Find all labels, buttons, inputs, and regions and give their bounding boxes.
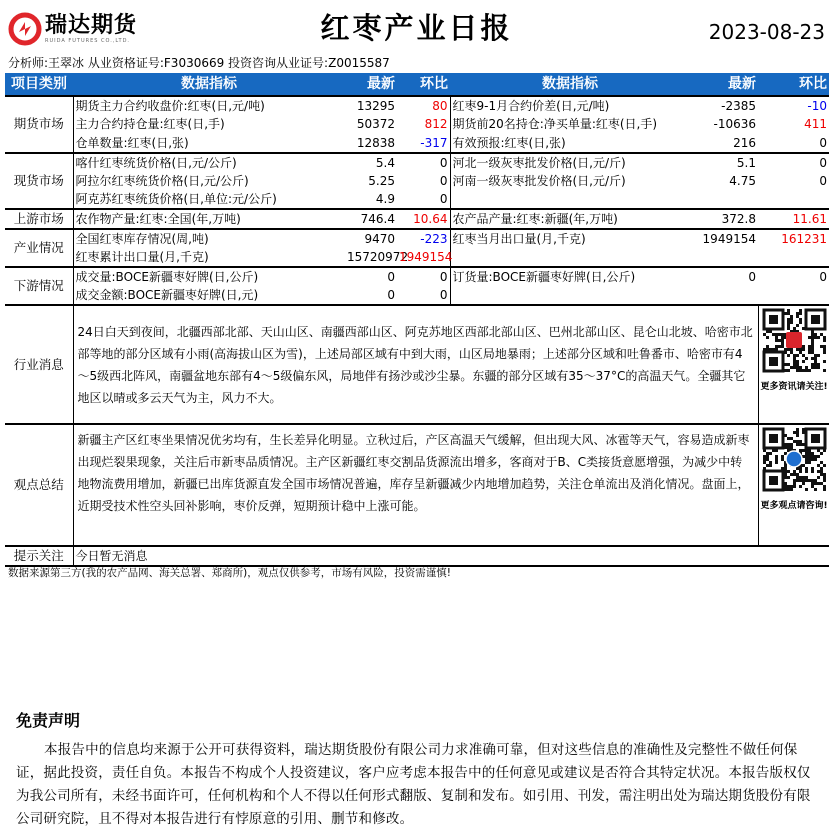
- change-cell: 0: [758, 153, 829, 172]
- view-text: 新疆主产区红枣坐果情况优劣均有，生长差异化明显。立秋过后，产区高温天气缓解，但出现大风、冰雹等天气，容易造成新枣出现烂裂果现象，关注后市新枣品质情况。主产区新疆红枣交割品货源流出增多，客商对于B、C类接货意愿增强，为减少中转地物流费用增加，新疆已出库货源直发全国市场情况普遍，库存呈新疆减少内地增加趋势，关注仓单流出及消化情况。盘面上，近期受技术性空头回补影响，枣价反弹，短期预计稳中上涨可能。: [73, 424, 758, 546]
- table-row: [5, 229, 829, 248]
- latest-cell: 372.8: [690, 209, 758, 229]
- qr-code-icon: [763, 428, 825, 490]
- category-cell: 现货市场: [5, 153, 73, 210]
- change-cell: -10: [758, 96, 829, 115]
- change-cell: 0: [397, 190, 450, 209]
- qr-news: [758, 305, 829, 424]
- change-cell: 0: [397, 267, 450, 286]
- qr-view: [758, 424, 829, 546]
- indicator-cell: 仓单数量:红枣(日,张): [75, 135, 189, 150]
- change-cell: 161231: [758, 229, 829, 248]
- table-header: [5, 73, 829, 96]
- indicator-cell: 喀什红枣统货价格(日,元/公斤): [73, 153, 345, 172]
- latest-cell: 4.75: [729, 173, 756, 188]
- alert-row: [5, 546, 829, 566]
- indicator-cell: 阿克苏红枣统货价格(日,单位:元/公斤): [75, 192, 277, 206]
- table-row: [5, 172, 829, 191]
- indicator-cell: 期货主力合约收盘价:红枣(日,元/吨): [73, 96, 345, 115]
- report-date: 2023-08-23: [708, 20, 825, 44]
- indicator-cell: 红枣9-1月合约价差(日,元/吨): [450, 96, 690, 115]
- alert-text: 今日暂无消息: [73, 546, 829, 566]
- indicator-cell: [450, 190, 690, 209]
- indicator-cell: 全国红枣库存情况(周,吨): [73, 229, 345, 248]
- table-row: [5, 209, 829, 229]
- indicator-cell: 农作物产量:红枣:全国(年,万吨): [73, 209, 345, 229]
- change-cell: 11.61: [758, 209, 829, 229]
- latest-cell: 746.4: [345, 209, 397, 229]
- table-row: [5, 286, 829, 305]
- news-label: 行业消息: [5, 305, 73, 424]
- change-cell: [758, 286, 829, 305]
- latest-cell: 0: [387, 288, 395, 302]
- latest-cell: 12838: [356, 135, 395, 150]
- latest-cell: 216: [733, 135, 756, 150]
- table-row: [5, 96, 829, 115]
- indicator-cell: 农产品产量:红枣:新疆(年,万吨): [450, 209, 690, 229]
- indicator-cell: 红枣当月出口量(月,千克): [450, 229, 690, 248]
- latest-cell: 50372: [356, 117, 395, 132]
- latest-cell: [690, 286, 758, 305]
- alert-label: 提示关注: [5, 546, 73, 566]
- table-row: [5, 190, 829, 209]
- latest-cell: 5.1: [690, 153, 758, 172]
- change-cell: 0: [758, 267, 829, 286]
- table-row: [5, 267, 829, 286]
- change-cell: 411: [804, 117, 827, 132]
- indicator-cell: [450, 248, 690, 267]
- qr-caption: 更多资讯请关注!: [760, 382, 828, 392]
- table-row: [5, 134, 829, 153]
- latest-cell: 5.25: [368, 173, 395, 188]
- company-name-en: RUIDA FUTURES CO.,LTD.: [45, 38, 131, 44]
- latest-cell: 5.4: [345, 153, 397, 172]
- footnote: 数据来源第三方(我的农产品网、海关总署、郑商所)，观点仅供参考，市场有风险，投资需谨慎!: [8, 567, 451, 579]
- latest-cell: [690, 248, 758, 267]
- header-latest: 最新: [345, 73, 397, 96]
- header-indicator: 数据指标: [73, 73, 345, 96]
- indicator-cell: 阿拉尔红枣统货价格(日,元/公斤): [75, 173, 249, 188]
- change-cell: 0: [819, 173, 827, 188]
- header-change-2: 环比: [758, 73, 829, 96]
- disclaimer-text: 本报告中的信息均来源于公开可获得资料，瑞达期货股份有限公司力求准确可靠，但对这些信息的准确性及完整性不做任何保证，据此投资，责任自负。本报告不构成个人投资建议，客户应考虑本报告中的任何意见或建议是否符合其特定状况。本报告版权仅为我公司所有，未经书面许可，任何机构和个人不得以任何形式翻版、复制和发布。如引用、刊发，需注明出处为瑞达期货股份有限公司研究院，且不得对本报告进行有悖原意的引用、删节和修改。: [16, 742, 811, 827]
- indicator-cell: [450, 286, 690, 305]
- company-name: 瑞达期货: [45, 13, 138, 38]
- change-cell: 0: [397, 172, 450, 191]
- latest-cell: 9470: [345, 229, 397, 248]
- change-cell: -317: [397, 134, 450, 153]
- latest-cell: 13295: [345, 96, 397, 115]
- indicator-cell: 成交量:BOCE新疆枣好牌(日,公斤): [73, 267, 345, 286]
- header-indicator-2: 数据指标: [450, 73, 690, 96]
- analyst-info: 分析师:王翠冰 从业资格证号:F3030669 投资咨询从业证号:Z0015587: [8, 56, 390, 70]
- latest-cell: 4.9: [375, 192, 395, 206]
- header-latest-2: 最新: [690, 73, 758, 96]
- latest-cell: 0: [690, 267, 758, 286]
- table-row: [5, 115, 829, 134]
- change-cell: 0: [819, 135, 827, 150]
- qr-caption: 更多观点请咨询!: [760, 501, 828, 511]
- indicator-cell: 订货量:BOCE新疆枣好牌(日,公斤): [450, 267, 690, 286]
- change-cell: [758, 190, 829, 209]
- latest-cell: -2385: [690, 96, 758, 115]
- latest-cell: 15720972: [347, 250, 409, 264]
- latest-cell: 0: [345, 267, 397, 286]
- indicator-cell: 主力合约持仓量:红枣(日,手): [75, 117, 225, 132]
- table-row: [5, 248, 829, 267]
- indicator-cell: 河南一级灰枣批发价格(日,元/斤): [452, 173, 626, 188]
- change-cell: 1949154: [397, 248, 450, 267]
- view-row: [5, 424, 829, 546]
- category-cell: 下游情况: [5, 267, 73, 305]
- latest-cell: [690, 190, 758, 209]
- category-cell: 期货市场: [5, 96, 73, 153]
- page-title: 红枣产业日报: [320, 11, 513, 45]
- qr-code-icon: [763, 309, 825, 371]
- latest-cell: 1949154: [690, 229, 758, 248]
- news-row: [5, 305, 829, 424]
- disclaimer-title: 免责声明: [16, 711, 81, 730]
- change-cell: 80: [397, 96, 450, 115]
- change-cell: -223: [397, 229, 450, 248]
- header-category: 项目类别: [5, 73, 73, 96]
- data-table: [5, 73, 829, 567]
- change-cell: 0: [397, 153, 450, 172]
- latest-cell: -10636: [713, 117, 756, 132]
- change-cell: 812: [397, 115, 450, 134]
- indicator-cell: 河北一级灰枣批发价格(日,元/斤): [450, 153, 690, 172]
- news-text: 24日白天到夜间，北疆西部北部、天山山区、南疆西部山区、阿克苏地区西部北部山区、巴州北部山区、昆仑山北坡、哈密市北部等地的部分区域有小雨(高海拔山区为雪)，上述局部区域有中到大雨，山区局地暴雨；上述部分区域和吐鲁番市、哈密市有4～5级西北阵风，南疆盆地东部有4～5级偏东风，局地伴有扬沙或沙尘暴。东疆的部分区域有35～37°C的高温天气。全疆其它地区以晴或多云天气为主，风力不大。: [73, 305, 758, 424]
- change-cell: 0: [397, 286, 450, 305]
- category-cell: 上游市场: [5, 209, 73, 229]
- header-change: 环比: [397, 73, 450, 96]
- indicator-cell: 成交金额:BOCE新疆枣好牌(日,元): [75, 288, 259, 302]
- indicator-cell: 有效预报:红枣(日,张): [452, 135, 566, 150]
- change-cell: 10.64: [397, 209, 450, 229]
- change-cell: [758, 248, 829, 267]
- indicator-cell: 期货前20名持仓:净买单量:红枣(日,手): [452, 117, 658, 132]
- indicator-cell: 红枣累计出口量(月,千克): [75, 250, 209, 264]
- table-row: [5, 153, 829, 172]
- category-cell: 产业情况: [5, 229, 73, 267]
- view-label: 观点总结: [5, 424, 73, 546]
